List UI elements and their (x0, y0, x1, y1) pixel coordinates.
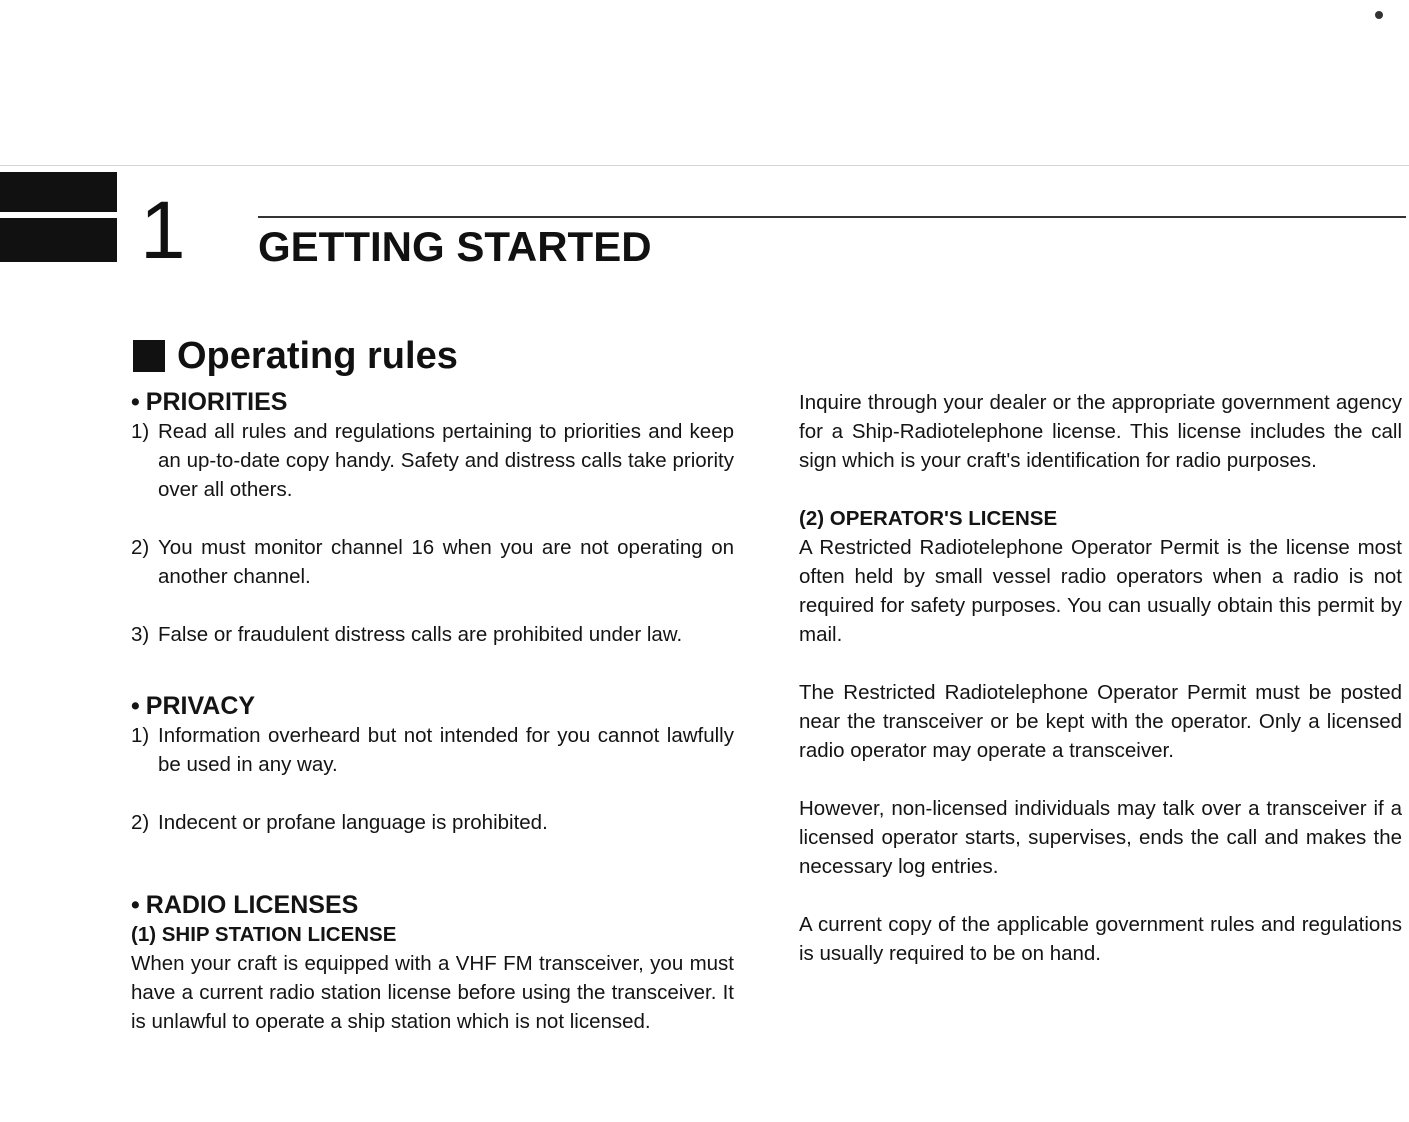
bullet-icon: • (131, 692, 140, 720)
item-number: 1) (131, 420, 150, 443)
operator-license-paragraph-1: A Restricted Radiotelephone Operator Permit is the license most often held by small vessel radio operators when a radio is not required for safety purposes. You can usually obtain this permit by mail. (799, 536, 1402, 646)
chapter-title: GETTING STARTED (258, 223, 652, 270)
operator-license-paragraph-3: However, non-licensed individuals may talk over a transceiver if a licensed operator starts, supervises, ends the call and makes the necessary log entries. (799, 797, 1402, 878)
operator-license-paragraph-2: The Restricted Radiotelephone Operator Permit must be posted near the transceiver or be kept with the operator. Only a licensed radio operator may operate a transceiver. (799, 681, 1402, 762)
privacy-item-1 (131, 721, 734, 779)
ship-station-license-text: When your craft is equipped with a VHF FM transceiver, you must have a current radio station license before using the transceiver. It is unlawful to operate a ship station which is not licensed. (131, 952, 734, 1033)
radio-licenses-heading: • RADIO LICENSES (131, 891, 359, 919)
priorities-item-2 (131, 533, 734, 591)
item-text: False or fraudulent distress calls are prohibited under law. (158, 623, 683, 646)
bullet-icon: • (131, 388, 140, 416)
page-top-rule (0, 165, 1409, 166)
item-text: Indecent or profane language is prohibited. (158, 811, 548, 834)
priorities-item-1 (131, 417, 734, 504)
chapter-number: 1 (140, 185, 186, 276)
item-text: Read all rules and regulations pertaining to priorities and keep an up-to-date copy handy. Safety and distress calls take priority over all others. (158, 420, 734, 501)
item-number: 2) (131, 811, 150, 834)
chapter-rule (258, 216, 1406, 218)
square-bullet-icon (133, 340, 165, 372)
item-text: You must monitor channel 16 when you are not operating on another channel. (158, 536, 734, 588)
priorities-item-3 (131, 620, 734, 649)
operator-license-heading: (2) OPERATOR'S LICENSE (799, 507, 1058, 530)
operator-license-paragraph-4: A current copy of the applicable government rules and regulations is usually required to be on hand. (799, 913, 1402, 965)
chapter-tab-upper (0, 172, 117, 212)
privacy-item-2 (131, 808, 734, 837)
section-title (133, 334, 458, 378)
item-number: 1) (131, 724, 150, 747)
item-number: 2) (131, 536, 150, 559)
page-dot-mark (1375, 11, 1383, 19)
ship-license-inquire-text: Inquire through your dealer or the appropriate government agency for a Ship-Radiotelephone license. This license includes the call sign which is your craft's identification for radio purposes. (799, 391, 1402, 472)
bullet-icon: • (131, 891, 140, 919)
privacy-heading: • PRIVACY (131, 692, 256, 720)
left-column (131, 388, 734, 1036)
item-text: Information overheard but not intended for you cannot lawfully be used in any way. (158, 724, 734, 776)
ship-station-license-heading: (1) SHIP STATION LICENSE (131, 923, 397, 946)
right-column (799, 388, 1402, 968)
section-title-text: Operating rules (177, 335, 458, 377)
chapter-tab-lower (0, 218, 117, 262)
priorities-heading: • PRIORITIES (131, 388, 288, 416)
item-number: 3) (131, 623, 150, 646)
